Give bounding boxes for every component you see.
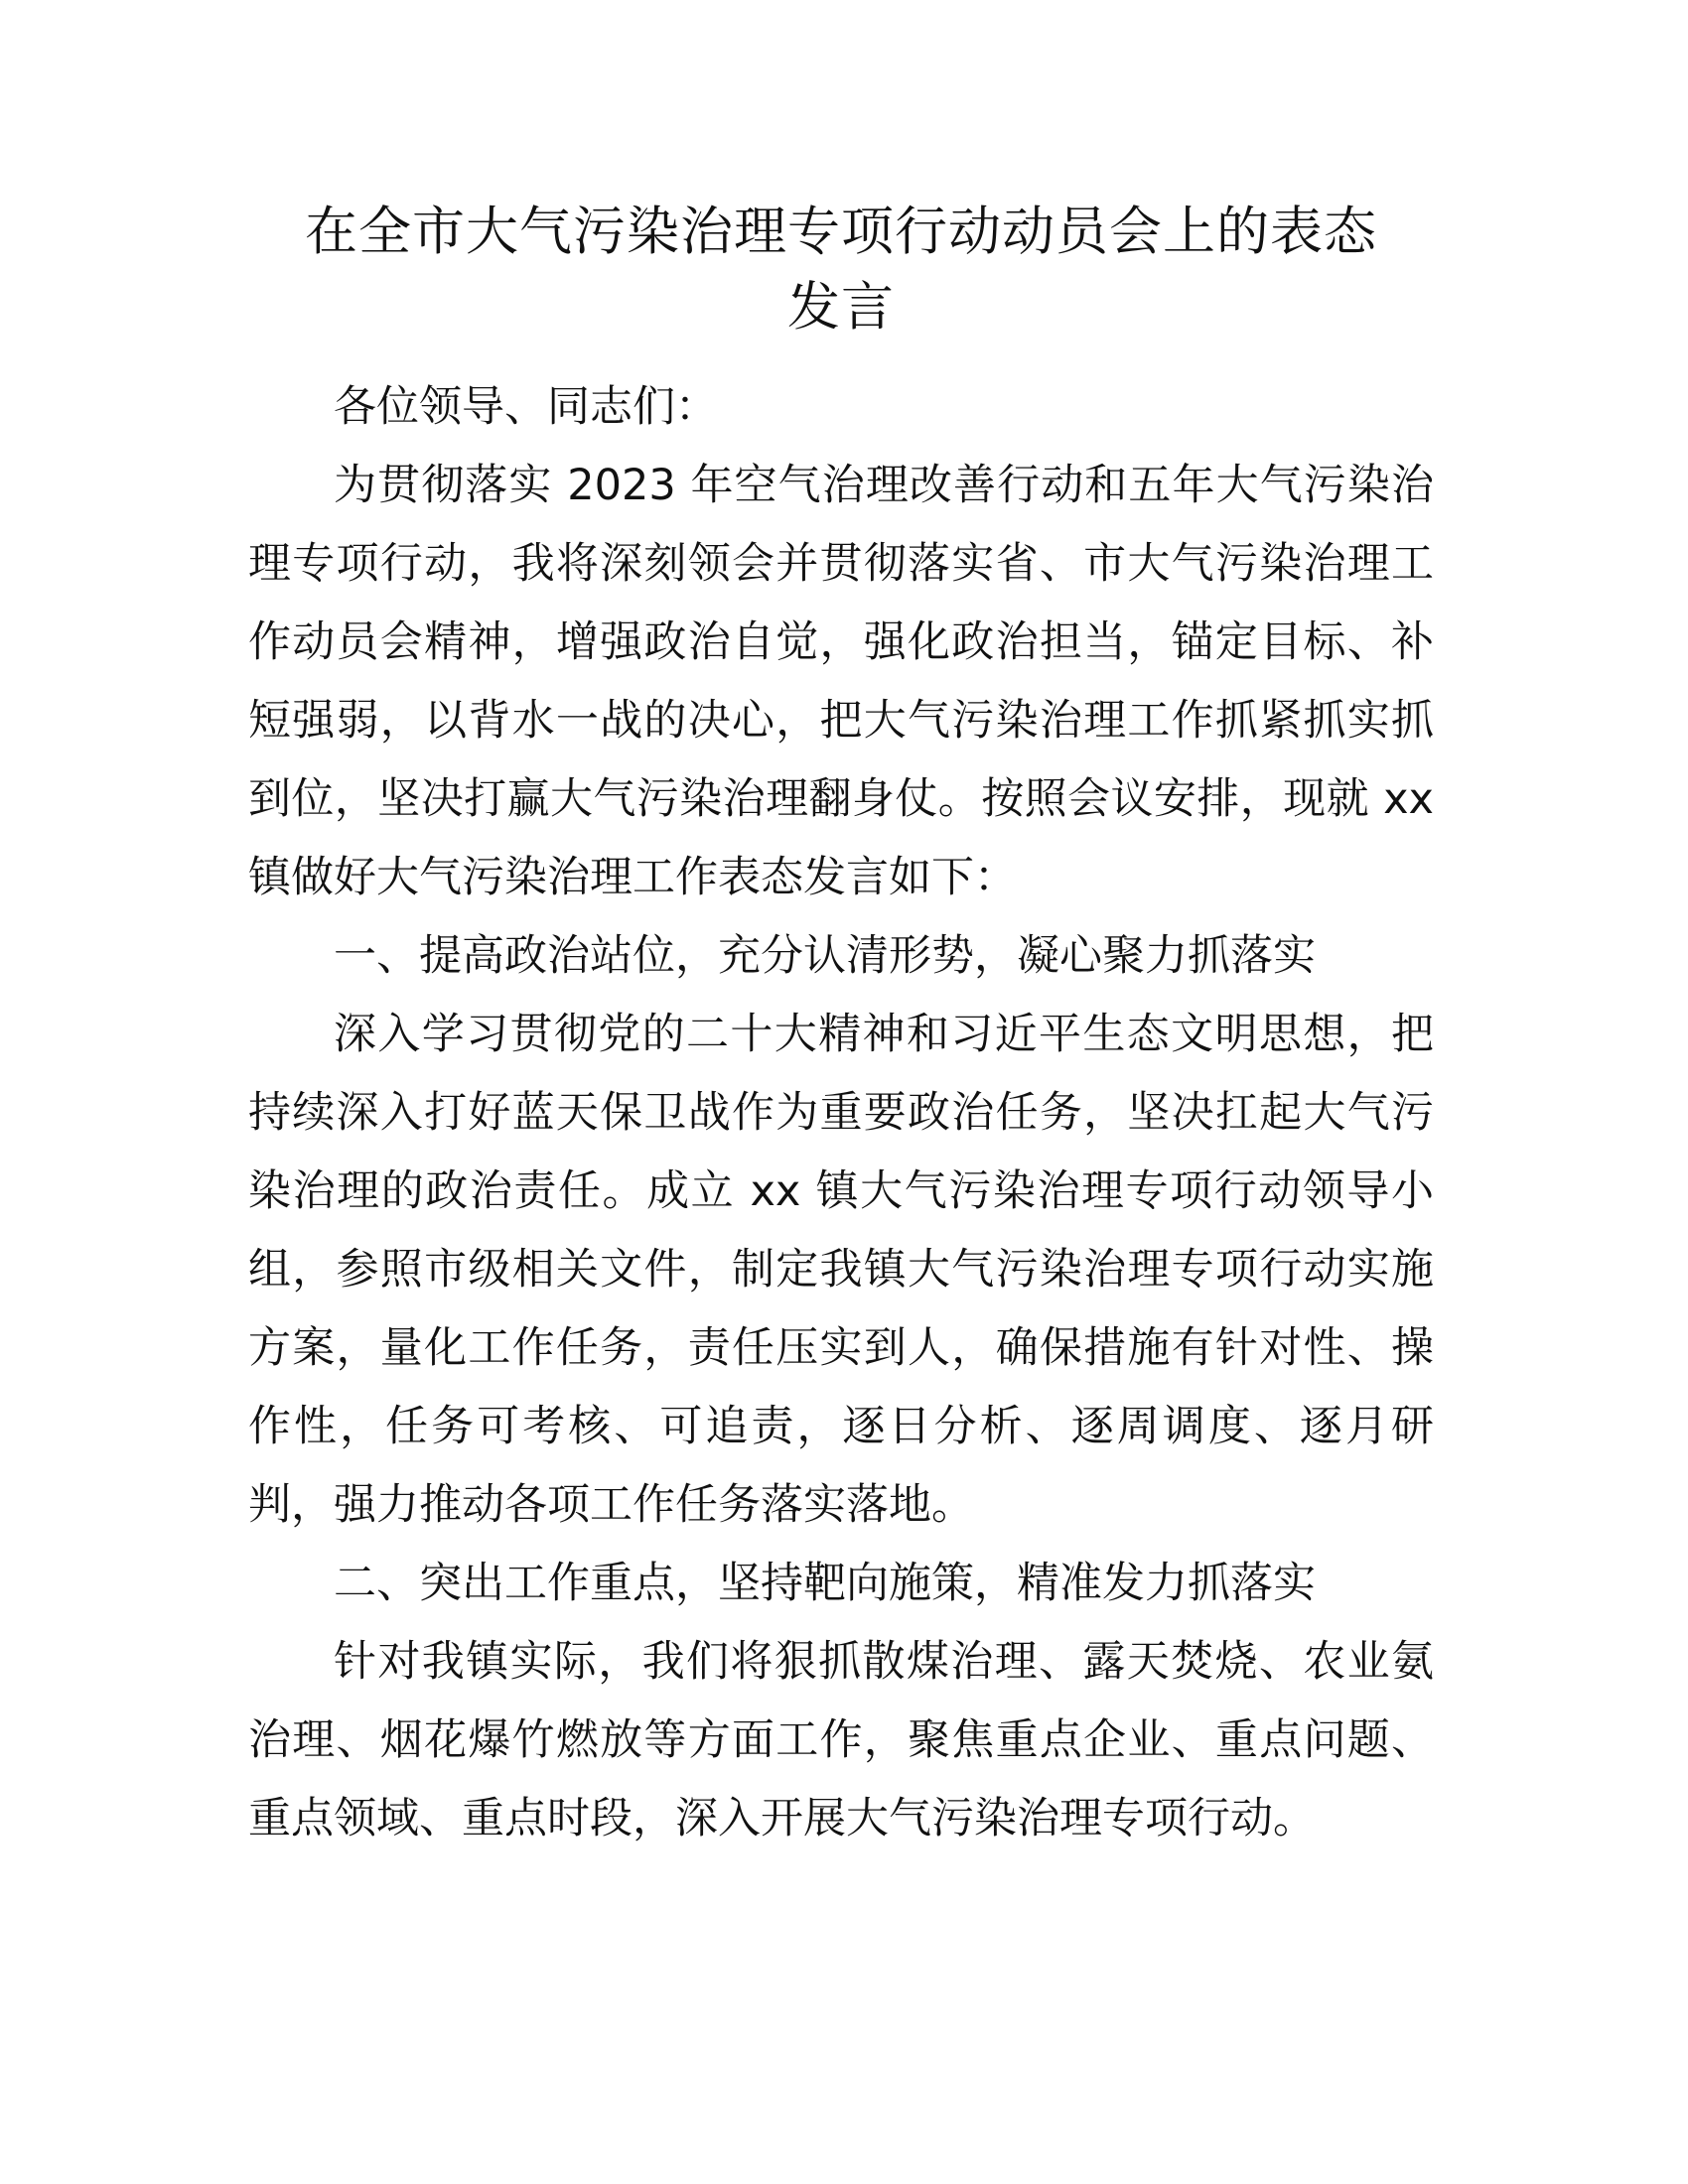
- section-heading-2: 二、突出工作重点，坚持靶向施策，精准发力抓落实: [334, 1559, 1316, 1608]
- document-body: [248, 368, 1434, 1858]
- document-title-line-1: 在全市大气污染治理专项行动动员会上的表态: [305, 202, 1377, 262]
- paragraph-section-1: 深入学习贯彻党的二十大精神和习近平生态文明思想，把持续深入打好蓝天保卫战作为重要政治任务，坚决扛起大气污染治理的政治责任。成立 xx 镇大气污染治理专项行动领导小组，参照市级相关文件，制定我镇大气污染治理专项行动实施方案，量化工作任务，责任压实到人，确保措施有针对性、操作性，任务可考核、可追责，逐日分析、逐周调度、逐月研判，强力推动各项工作任务落实落地。: [248, 1010, 1434, 1530]
- document-title: [248, 195, 1434, 345]
- paragraph-section-2: 针对我镇实际，我们将狠抓散煤治理、露天焚烧、农业氨治理、烟花爆竹燃放等方面工作，聚焦重点企业、重点问题、重点领域、重点时段，深入开展大气污染治理专项行动。: [248, 1637, 1434, 1843]
- document-title-line-2: 发言: [787, 277, 895, 338]
- section-heading-1: 一、提高政治站位，充分认清形势，凝心聚力抓落实: [334, 931, 1316, 981]
- paragraph-intro: 为贯彻落实 2023 年空气治理改善行动和五年大气污染治理专项行动，我将深刻领会并贯彻落实省、市大气污染治理工作动员会精神，增强政治自觉，强化政治担当，锚定目标、补短强弱，以背水一战的决心，把大气污染治理工作抓紧抓实抓到位，坚决打赢大气污染治理翻身仗。按照会议安排，现就 xx 镇做好大气污染治理工作表态发言如下：: [248, 461, 1434, 902]
- document-page: [248, 195, 1434, 1858]
- salutation: 各位领导、同志们：: [334, 382, 718, 432]
